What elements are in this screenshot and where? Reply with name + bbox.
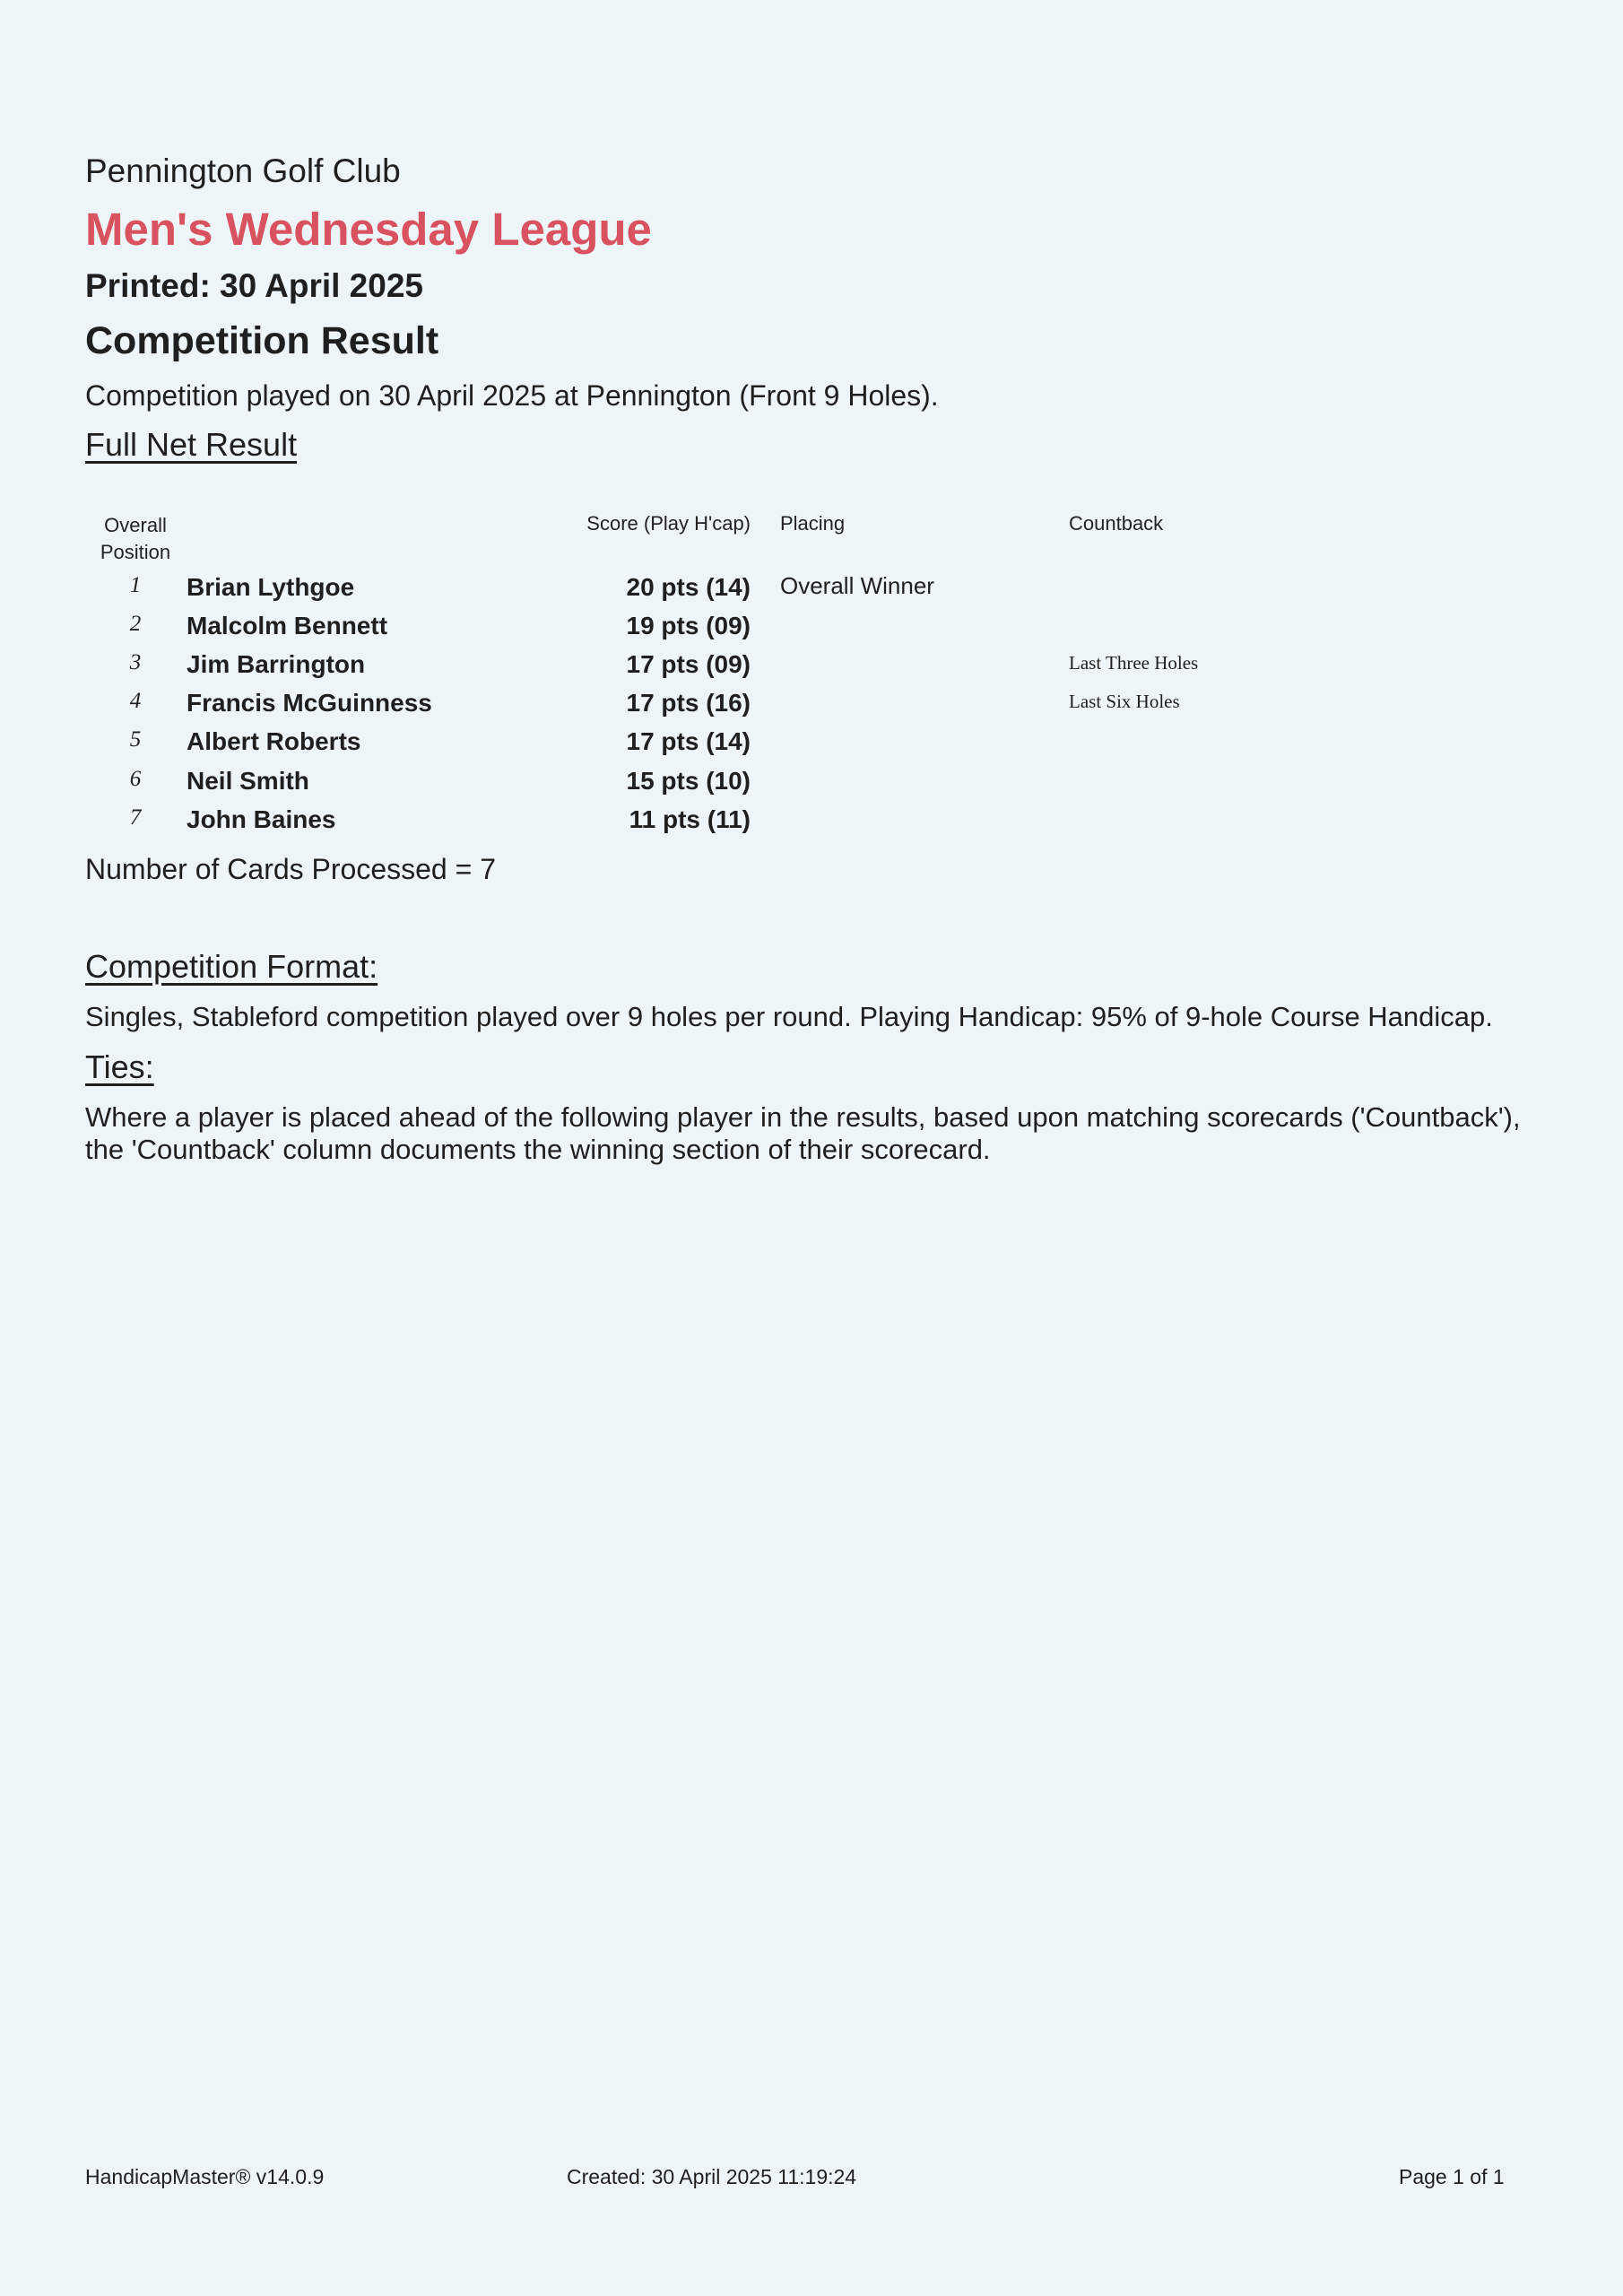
cards-processed: Number of Cards Processed = 7 [85,853,496,885]
cell-score: 17 pts (14) [626,727,751,755]
table-row [0,765,1623,804]
cell-position: 6 [129,767,142,791]
table-row [0,726,1623,764]
cell-position: 5 [129,727,142,752]
section-heading-competition-format: Competition Format: [85,948,378,985]
cell-player-name: John Baines [187,805,336,833]
cell-player-name: Albert Roberts [187,727,361,755]
cell-position: 7 [129,805,142,830]
section-heading-ties: Ties: [85,1048,154,1085]
column-header-score: Score (Play H'cap) [586,512,751,535]
cell-position: 1 [129,573,142,597]
footer-software: HandicapMaster® v14.0.9 [85,2165,325,2188]
cell-position: 2 [129,612,142,636]
cell-player-name: Francis McGuinness [187,689,432,717]
table-row [0,648,1623,687]
cell-player-name: Jim Barrington [187,650,366,678]
cell-score: 20 pts (14) [626,573,751,601]
table-row [0,571,1623,610]
competition-played-line: Competition played on 30 April 2025 at Pennington (Front 9 Holes). [85,379,939,412]
cell-score: 11 pts (11) [629,805,751,833]
cell-score: 17 pts (09) [626,650,751,678]
cell-score: 15 pts (10) [626,767,751,795]
table-row [0,687,1623,726]
cell-player-name: Malcolm Bennett [187,612,388,639]
cell-player-name: Neil Smith [187,767,309,795]
cell-placing: Overall Winner [780,572,934,599]
cell-player-name: Brian Lythgoe [187,573,355,601]
cell-position: 3 [129,650,142,674]
printed-date: Printed: 30 April 2025 [85,267,423,304]
cell-score: 17 pts (16) [626,689,751,717]
table-row [0,610,1623,648]
section-heading-full-net-result: Full Net Result [85,426,298,463]
cell-score: 19 pts (09) [626,612,751,639]
cell-countback: Last Three Holes [1069,652,1199,674]
club-name: Pennington Golf Club [85,152,401,189]
cell-position: 4 [129,689,142,713]
league-title: Men's Wednesday League [85,204,652,255]
ties-text: Where a player is placed ahead of the following player in the results, based upon matching scorecards ('Countback'), the 'Countback' column documents the winning section of their scorecard. [85,1101,1521,1165]
competition-format-text: Singles, Stableford competition played over 9 holes per round. Playing Handicap: 95% of 9-hole Course Handicap. [85,1001,1493,1032]
column-header-countback: Countback [1069,512,1164,535]
table-row [0,804,1623,842]
cell-countback: Last Six Holes [1069,691,1180,712]
page-title: Competition Result [85,319,439,362]
column-header-position: Overall Position [100,514,171,563]
footer-page-number: Page 1 of 1 [1399,2165,1505,2188]
footer-created: Created: 30 April 2025 11:19:24 [567,2165,857,2188]
column-header-placing: Placing [780,512,846,535]
